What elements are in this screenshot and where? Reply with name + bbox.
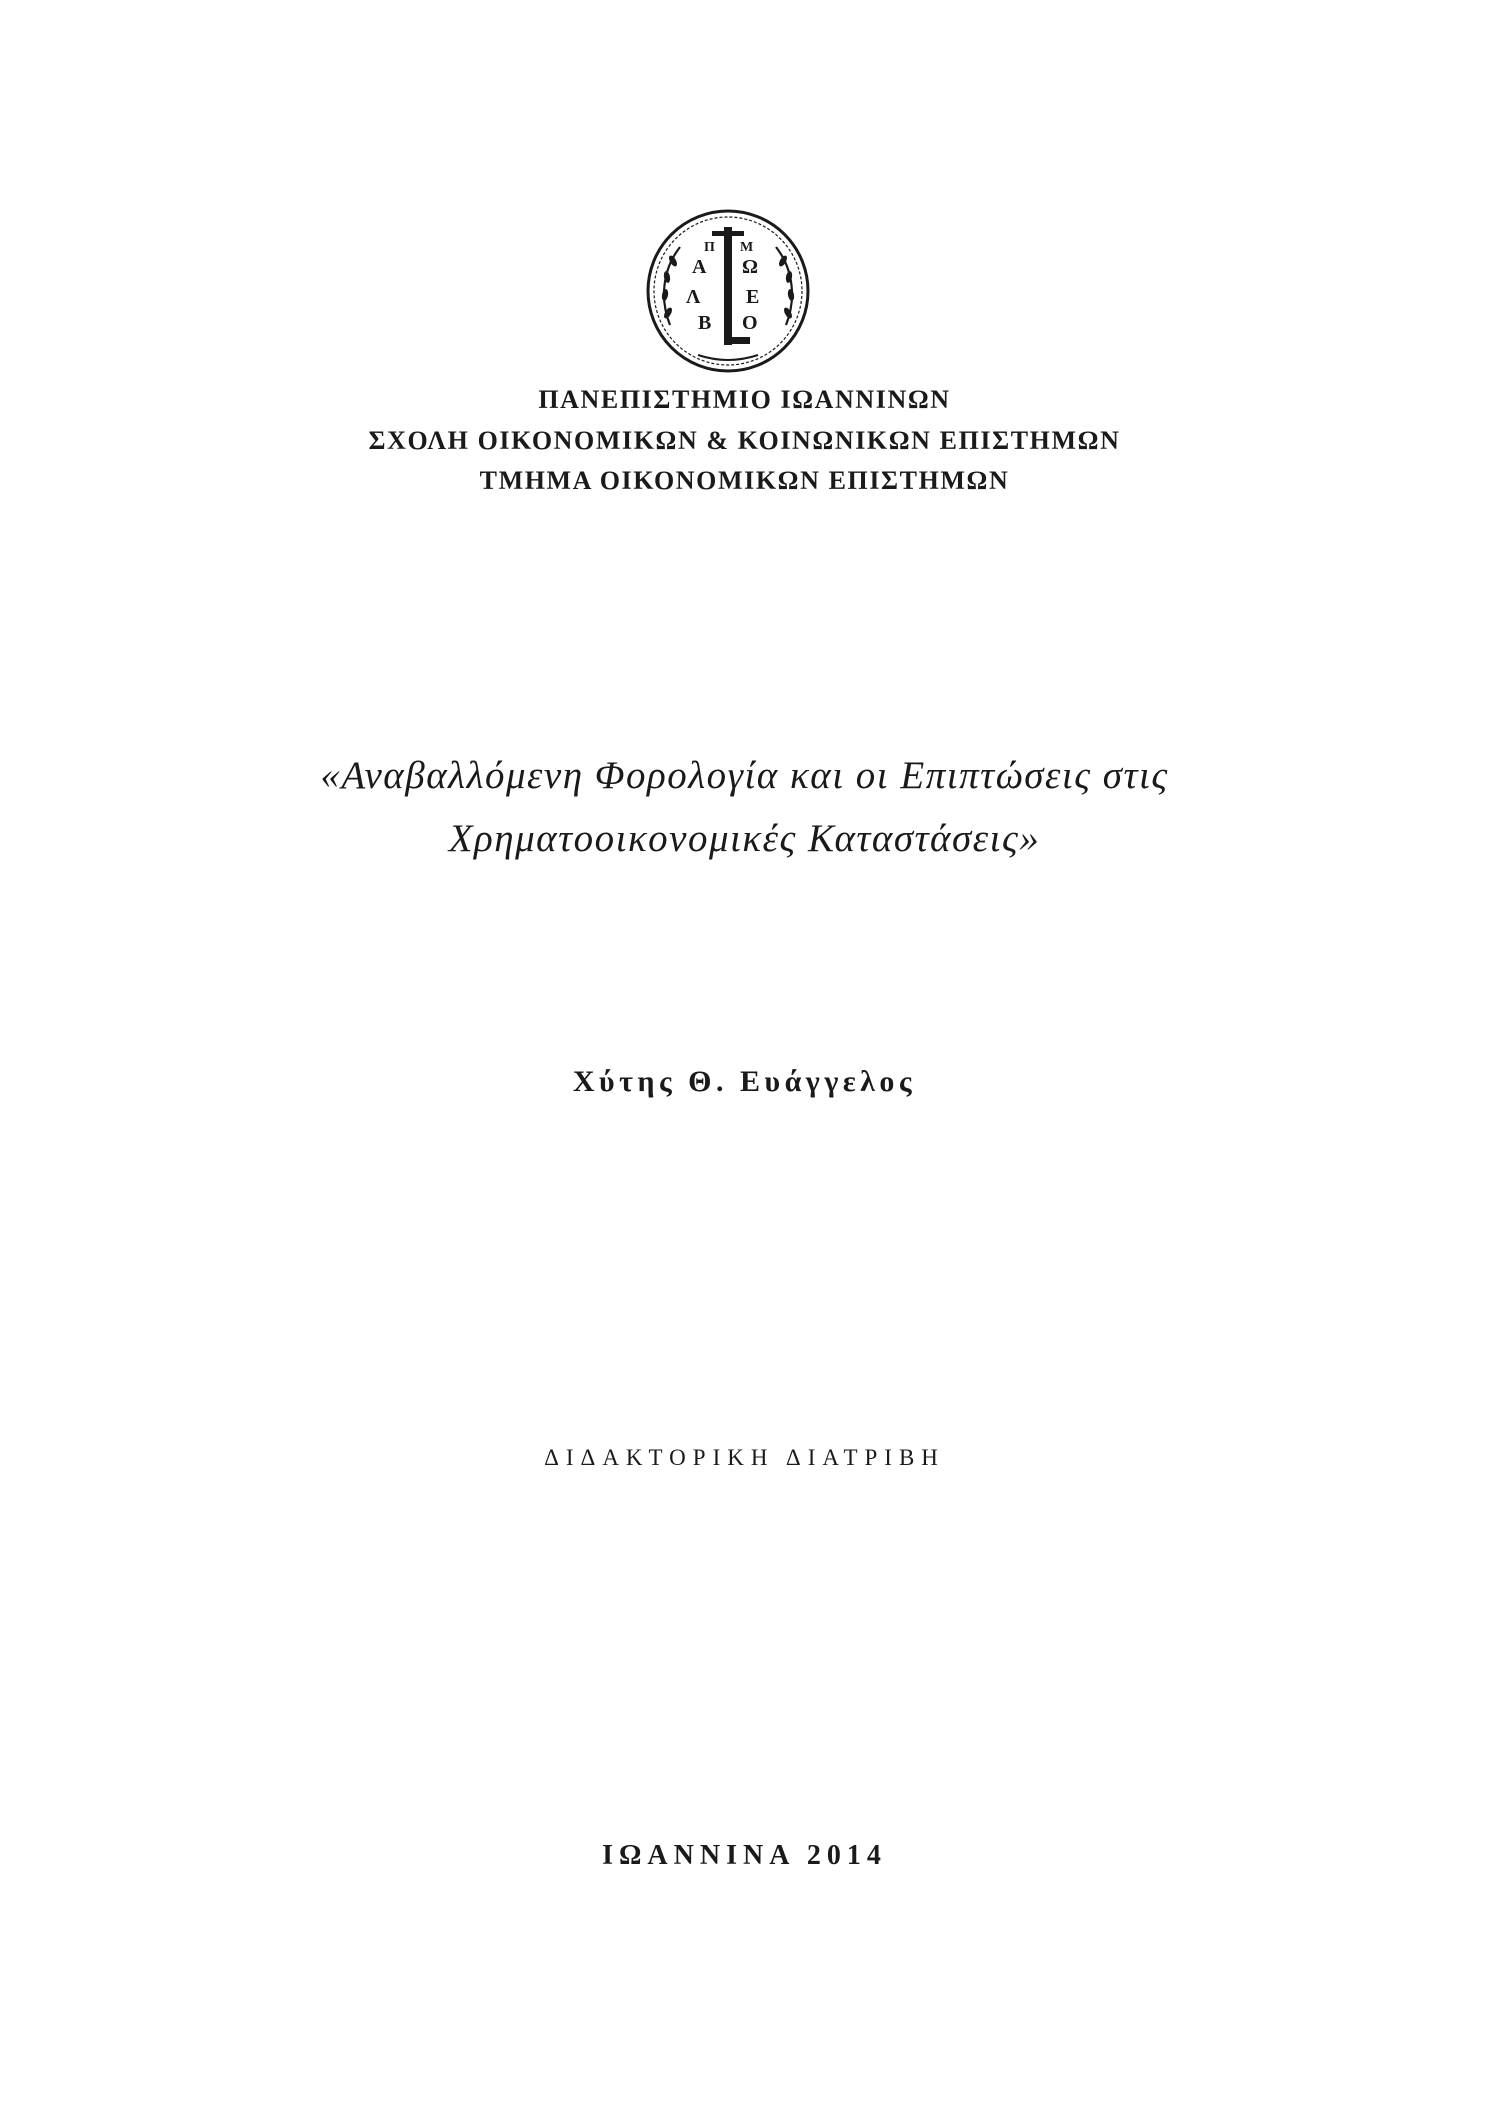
university-name: ΠΑΝΕΠΙΣΤΗΜΙΟ ΙΩΑΝΝΙΝΩΝ — [538, 385, 951, 414]
school-name: ΣΧΟΛΗ ΟΙΚΟΝΟΜΙΚΩΝ & ΚΟΙΝΩΝΙΚΩΝ ΕΠΙΣΤΗΜΩΝ — [368, 426, 1121, 455]
svg-text:Β: Β — [698, 312, 712, 334]
svg-text:Ε: Ε — [746, 286, 760, 308]
author-name: Χύτης Θ. Ευάγγελος — [572, 1065, 917, 1098]
document-type: ΔΙΔΑΚΤΟΡΙΚΗ ΔΙΑΤΡΙΒΗ — [544, 1445, 945, 1470]
svg-text:Α: Α — [692, 256, 707, 278]
place-and-year: ΙΩΑΝΝΙΝΑ 2014 — [602, 1840, 887, 1871]
thesis-title-line-2: Χρηματοοικονομικές Καταστάσεις» — [448, 817, 1041, 860]
svg-text:Λ: Λ — [686, 286, 701, 308]
university-seal-icon — [642, 205, 814, 377]
department-name: ΤΜΗΜΑ ΟΙΚΟΝΟΜΙΚΩΝ ΕΠΙΣΤΗΜΩΝ — [479, 466, 1010, 495]
svg-text:Μ: Μ — [740, 240, 754, 255]
svg-text:Ο: Ο — [742, 312, 758, 334]
thesis-title-line-1: «Αναβαλλόμενη Φορολογία και οι Επιπτώσεις στις — [320, 754, 1169, 797]
svg-text:Ω: Ω — [742, 256, 759, 278]
svg-text:Π: Π — [704, 240, 715, 255]
